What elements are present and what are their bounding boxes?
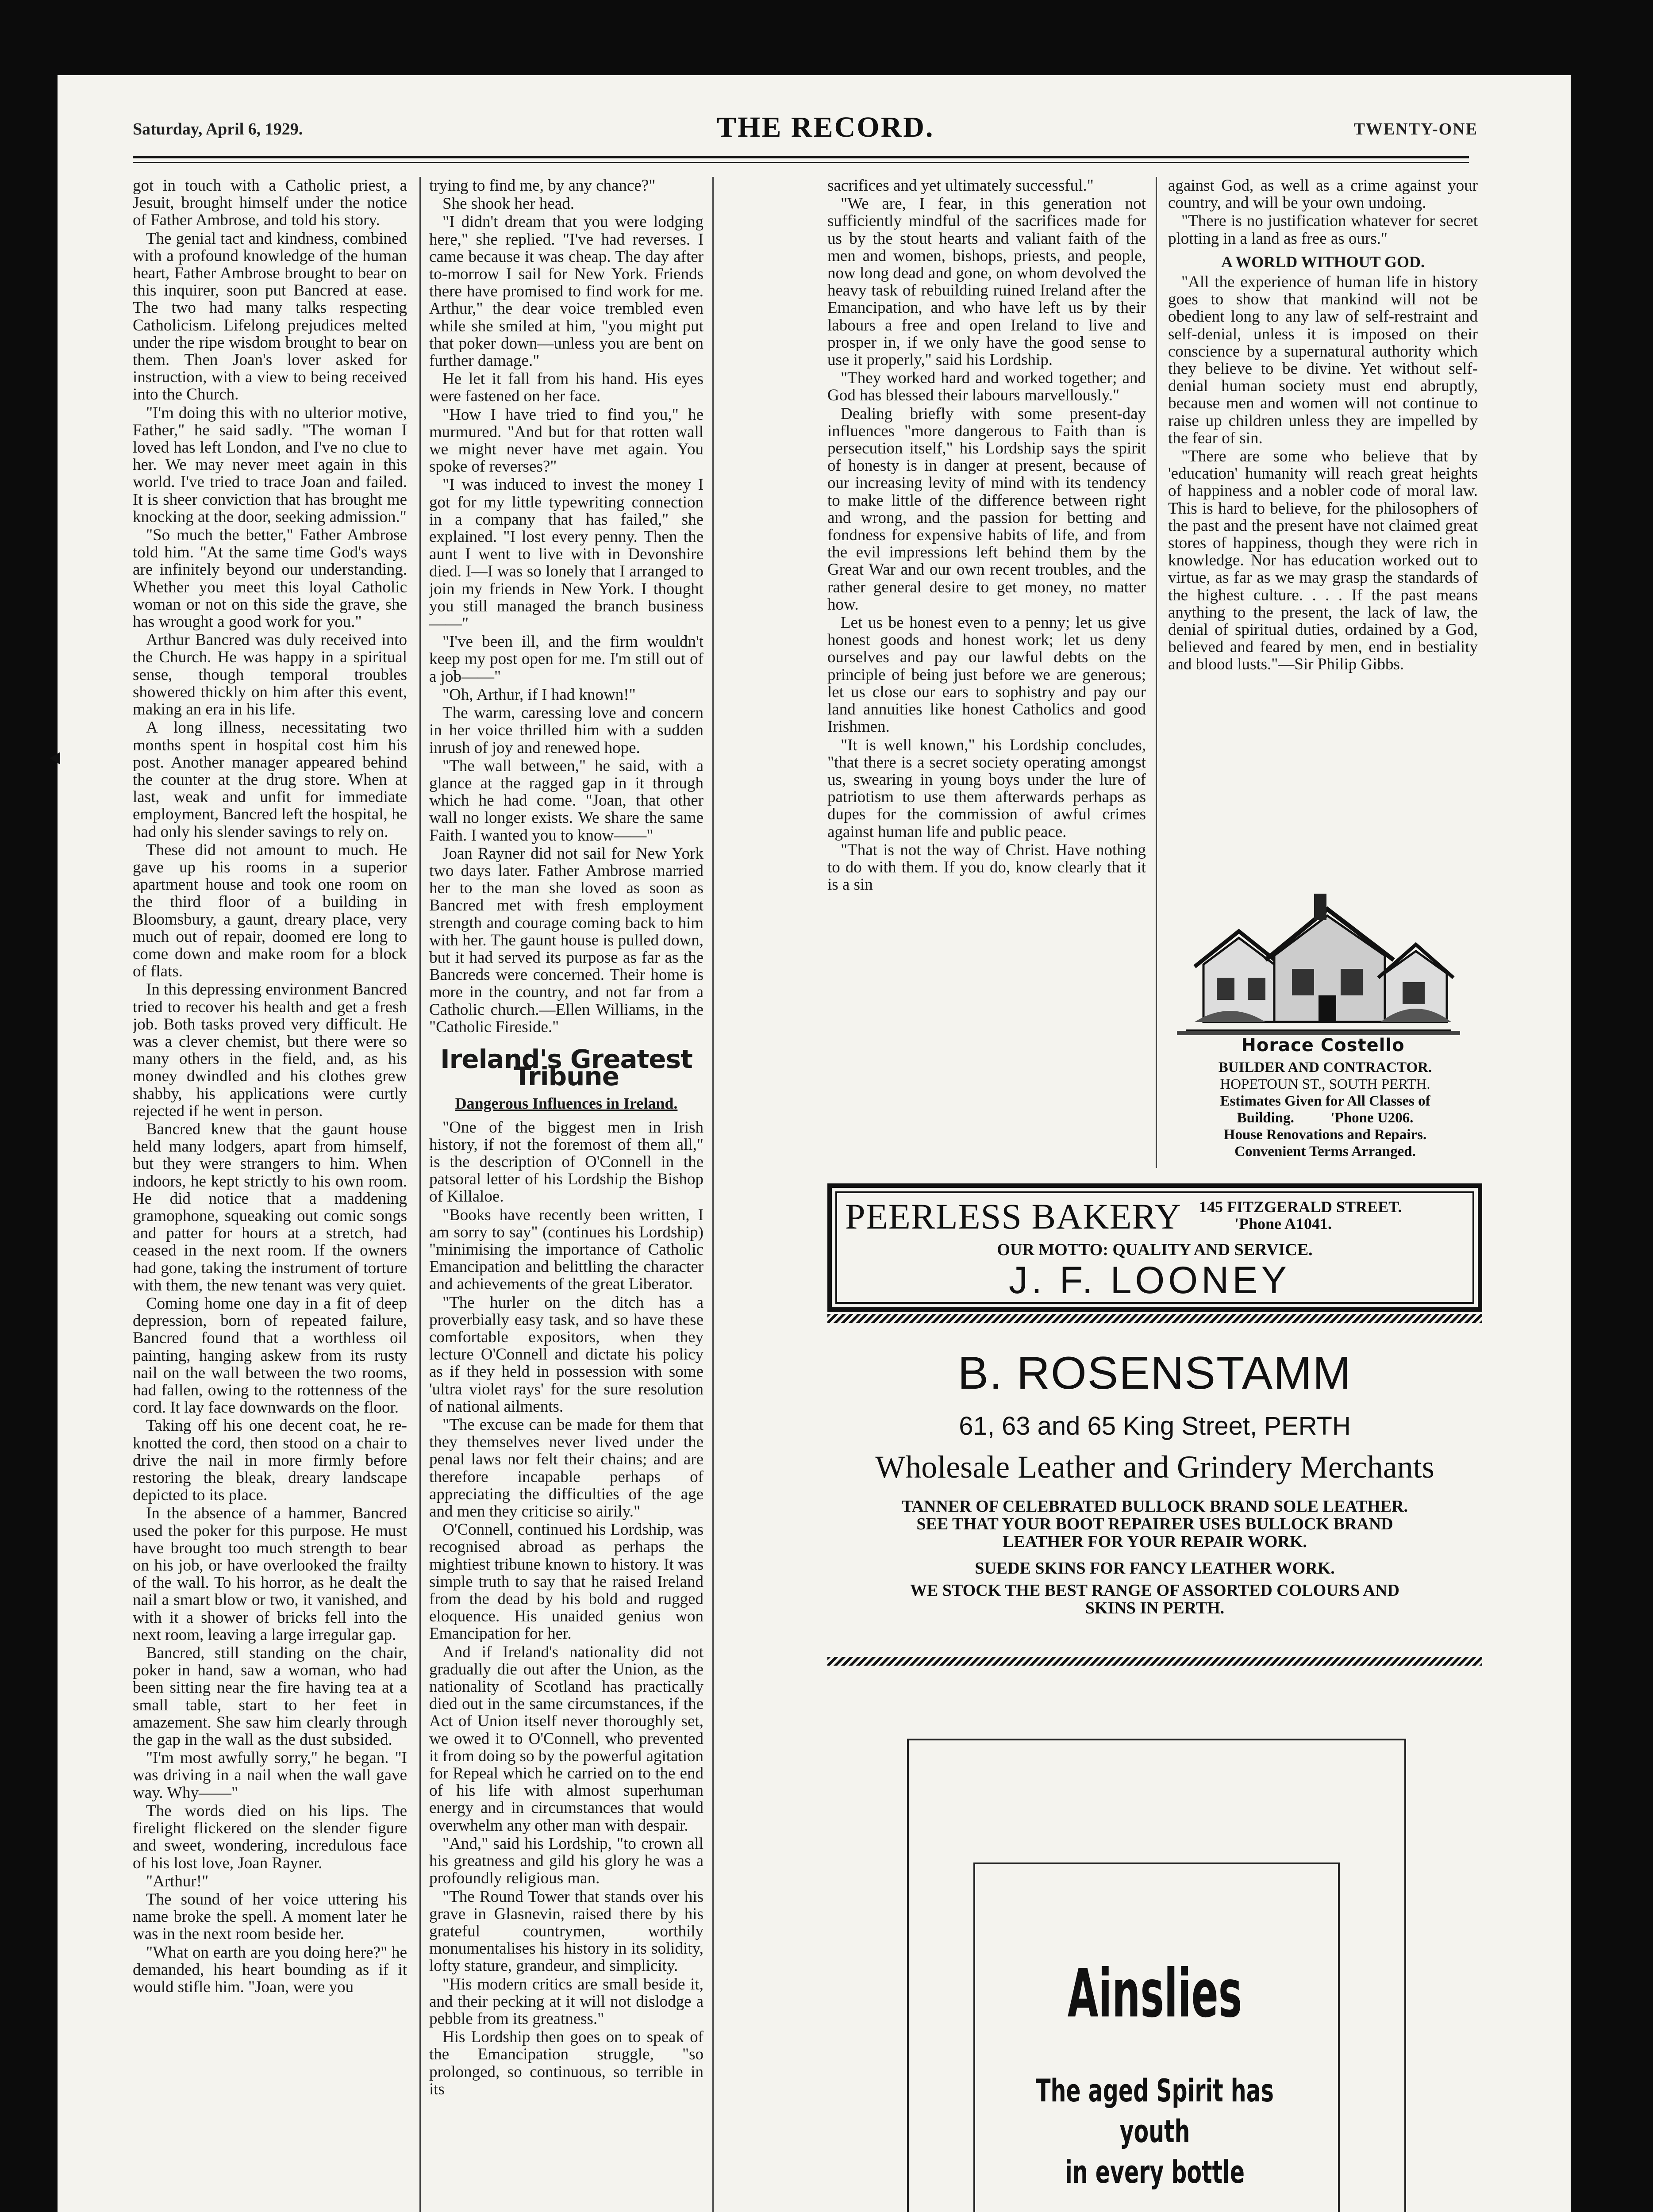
- merchant-tagline: Wholesale Leather and Grindery Merchants: [875, 1449, 1434, 1485]
- world-without-god-article: [1168, 273, 1478, 673]
- paragraph: "I didn't dream that you were lodging here," she replied. "I've had reverses. I came because it was cheap. The day after to-morrow I sail for New York. Friends there have promised to find work for me. Arthur," the dear voice trembled even while she smiled at him, "you might put that poker down—unless you are bent on further damage.": [429, 213, 703, 370]
- builder-phone: Building. 'Phone U206.: [1237, 1110, 1414, 1126]
- paragraph: Coming home one day in a fit of deep depression, born of repeated failure, Bancred found that a worthless oil painting, hanging askew from its rusty nail on the wall between the two rooms, had fallen, owing to the rottenness of the cord. It lay face downwards on the floor.: [133, 1294, 407, 1417]
- paragraph: The warm, caressing love and concern in her voice thrilled him with a sudden inrush of joy and renewed hope.: [429, 704, 703, 757]
- bakery-motto: OUR MOTTO: QUALITY AND SERVICE.: [997, 1240, 1313, 1259]
- paragraph: Let us be honest even to a penny; let us give honest goods and honest work; let us deny ourselves and pay our lawful debts on the principle of being just before we are generous; let us close our ears to sophistry and pay our land annuities like honest Catholics and good Irishmen.: [827, 614, 1146, 736]
- bakery-phone: 'Phone A1041.: [1234, 1215, 1332, 1233]
- column-divider: [1156, 177, 1157, 1168]
- bakery-address: [1199, 1198, 1402, 1232]
- peerless-bakery-advertisement: [827, 1183, 1482, 1312]
- paragraph: "They worked hard and worked together; and God has blessed their labours marvellously.": [827, 369, 1146, 405]
- paragraph: "Oh, Arthur, if I had known!": [442, 685, 636, 704]
- builder-address: HOPETOUN ST., SOUTH PERTH.: [1220, 1076, 1430, 1092]
- paragraph: "So much the better," Father Ambrose told him. "At the same time God's ways are infinitely beyond our understanding. Whether you meet this loyal Catholic woman or not on this side the grave, she has wrought a good work for you.": [133, 526, 407, 631]
- paragraph: Joan Rayner did not sail for New York two days later. Father Ambrose married her to the man she loved as soon as Bancred met with fresh employment strength and courage coming back to him with her. The gaunt house is pulled down, but it had served its purpose as far as the Bancreds were concerned. Their home is more in the country, and not far from a Catholic church.—Ellen Williams, in the "Catholic Fireside.": [429, 844, 703, 1036]
- paragraph: In this depressing environment Bancred tried to recover his health and get a fresh job. Both tasks proved very difficult. He was a clever chemist, but there were so many others in the field, and, as his money dwindled and his clothes grew shabby, his applications were curtly rejected if he went in person.: [133, 980, 407, 1120]
- column-1-story: [133, 177, 407, 2212]
- slogan-line-1: The aged Spirit has youth: [1036, 2073, 1274, 2150]
- column-divider: [712, 177, 714, 2212]
- masthead-rule-thin: [133, 162, 1469, 163]
- builder-estimates: Estimates Given for All Classes of: [1220, 1093, 1430, 1109]
- column-2: [429, 177, 703, 2212]
- paragraph: And if Ireland's nationality did not gradually die out after the Union, as the nationality of Scotland has practically died out in the same circumstances, if the Act of Union itself never thoroughly set, we owed it to O'Connell, who prevented it from doing so by the powerful agitation for Repeal which he carried on to the end of his life with almost superhuman energy and in circumstances that would overwhelm any other man with despair.: [429, 1643, 703, 1835]
- ainslies-brand: Ainslies: [1067, 1955, 1242, 2032]
- slogan-line-2: in every bottle: [1065, 2154, 1245, 2190]
- merchant-line-5: WE STOCK THE BEST RANGE OF ASSORTED COLOURS AND: [910, 1581, 1399, 1600]
- masthead: [133, 111, 1478, 150]
- bakery-name: PEERLESS BAKERY: [845, 1196, 1181, 1237]
- paragraph: O'Connell, continued his Lordship, was recognised abroad as perhaps the mightiest tribune known to history. It was simple truth to say that he raised Ireland from the dead by his bold and rugged eloquence. His unaided genius won Emancipation for her.: [429, 1521, 703, 1643]
- bakery-street: 145 FITZGERALD STREET.: [1199, 1198, 1402, 1216]
- ad-divider-border: [827, 1657, 1482, 1666]
- article-end: [1168, 177, 1478, 247]
- paragraph: "All the experience of human life in history goes to show that mankind will not be obedient long to any law of self-restraint and self-denial, unless it is imposed on their conscience by a supernatural authority which they believe to be divine. Yet without self-denial human society must end abruptly, because men and women will not continue to raise up children unless they are impelled by the fear of sin.: [1168, 273, 1478, 447]
- paragraph: The sound of her voice uttering his name broke the spell. A moment later he was in the next room beside her.: [133, 1890, 407, 1943]
- builder-terms: Convenient Terms Arranged.: [1234, 1144, 1416, 1160]
- paragraph: "There is no justification whatever for secret plotting in a land as free as ours.": [1168, 212, 1478, 248]
- issue-date: Saturday, April 6, 1929.: [133, 120, 303, 138]
- paragraph: against God, as well as a crime against your country, and will be your own undoing.: [1168, 177, 1478, 212]
- paragraph: "We are, I fear, in this generation not sufficiently mindful of the sacrifices made for us by the stout hearts and valiant faith of the men and women, bishops, priests, and people, now long dead and gone, on whom devolved the heavy task of rebuilding ruined Ireland after the Emancipation, and who have left us by their labours a free and open Ireland to live and prosper in, if we only have the good sense to use it properly," said his Lordship.: [827, 195, 1146, 369]
- builder-trade: BUILDER AND CONTRACTOR.: [1218, 1060, 1432, 1075]
- column-4: [1168, 177, 1478, 885]
- builder-details: [1172, 1059, 1478, 1160]
- paragraph: "The Round Tower that stands over his grave in Glasnevin, raised there by his grateful countrymen, worthily monumentalises his history in its solidity, lofty stature, grandeur, and simplicity.: [429, 1887, 703, 1975]
- paragraph: She shook her head.: [442, 195, 574, 213]
- paragraph: "Arthur!": [146, 1872, 209, 1890]
- paragraph: "I'm doing this with no ulterior motive, Father," he said sadly. "The woman I loved has left London, and I've no clue to her. We may never meet again in this world. I've tried to trace Joan and failed. It is sheer conviction that has brought me knocking at the door, seeking admission.": [133, 403, 407, 526]
- castello-advertisement: [1168, 889, 1478, 1177]
- paragraph: Dealing briefly with some present-day influences "more dangerous to Faith than is persecution itself," his Lordship says the spirit of honesty is in danger at present, because of our increasing levity of mind with its tendency to make little of the difference between right and wrong, and the passion for betting and fondness for expensive habits of life, and from the evil impressions left behind them by the Great War and our own recent troubles, and the rather general desire to get money, no matter how.: [827, 404, 1146, 614]
- merchant-name: B. ROSENSTAMM: [957, 1348, 1352, 1399]
- paragraph: "I've been ill, and the firm wouldn't keep my post open for me. I'm still out of a job——": [429, 633, 703, 686]
- masthead-rule: [133, 156, 1469, 158]
- newspaper-title: THE RECORD.: [717, 111, 934, 143]
- margin-arrow-icon: [50, 752, 60, 764]
- paragraph: got in touch with a Catholic priest, a Jesuit, brought himself under the notice of Father Ambrose, and told his story.: [133, 177, 407, 230]
- paragraph: "And," said his Lordship, "to crown all his greatness and gild his glory he was a profoundly religious man.: [429, 1834, 703, 1888]
- merchant-line-2: SEE THAT YOUR BOOT REPAIRER USES BULLOCK BRAND: [916, 1515, 1393, 1533]
- tribune-headline: Ireland's Greatest Tribune: [440, 1044, 692, 1092]
- ainslies-advertisement: [827, 1672, 1482, 2212]
- builder-renovations: House Renovations and Repairs.: [1223, 1127, 1427, 1143]
- paragraph: Taking off his one decent coat, he re-knotted the cord, then stood on a chair to drive the nail in more firmly before restoring the bleak, dreary landscape depicted to its place.: [133, 1417, 407, 1505]
- paragraph: "The hurler on the ditch has a proverbially easy task, and so have these comfortable expositors, when they lecture O'Connell and dictate his policy as if they held in possession with some 'ultra violet rays' for the sure resolution of national ailments.: [429, 1293, 703, 1416]
- paragraph: Bancred, still standing on the chair, poker in hand, saw a woman, who had been sitting near the fire having tea at a small table, start to her feet in amazement. She saw him clearly through the gap in the wall as the dust subsided.: [133, 1644, 407, 1749]
- paragraph: sacrifices and yet ultimately successful.": [827, 177, 1094, 195]
- column-divider: [419, 177, 421, 2212]
- tribune-subhead: Dangerous Influences in Ireland.: [455, 1094, 678, 1113]
- paragraph: "The wall between," he said, with a glance at the ragged gap in it through which he had come. "Joan, that other wall no longer exists. We share the same Faith. I wanted you to know——": [429, 757, 703, 845]
- merchant-address: 61, 63 and 65 King Street, PERTH: [959, 1412, 1351, 1440]
- paragraph: "I'm most awfully sorry," he began. "I was driving in a nail when the wall gave way. Why——": [133, 1749, 407, 1802]
- paragraph: Bancred knew that the gaunt house held many lodgers, apart from himself, but they were strangers to him. When indoors, he kept strictly to his own room. He did notice that a maddening gramophone, squeaking out comic songs and patter for hours at a stretch, had ceased in the next room. If the owners had gone, taking the instrument of torture with them, the new tenant was very quiet.: [133, 1120, 407, 1294]
- paragraph: He let it fall from his hand. His eyes were fastened on her face.: [429, 370, 703, 406]
- house-illustration: [1177, 889, 1460, 1035]
- paragraph: trying to find me, by any chance?": [429, 177, 656, 195]
- paragraph: "I was induced to invest the money I got for my little typewriting connection in a company that has failed," she explained. "I lost every penny. Then the aunt I went to live with in Devonshire died. I—I was so lonely that I arranged to join my friends in New York. I thought you still managed the branch business——": [429, 476, 703, 633]
- paragraph: "There are some who believe that by 'education' humanity will reach great heights of happiness and a nobler code of moral law. This is hard to believe, for the philosophers of the past and the present have not claimed great stores of happiness, though they were rich in knowledge. Nor has education worked out to virtue, as far as we may grasp the standards of the highest culture. . . . If the past means anything to the present, the lack of law, the denial of spiritual duties, ordained by a God, believed and feared by men, end in bestiality and blood lusts."—Sir Philip Gibbs.: [1168, 447, 1478, 674]
- builder-name: Horace Costello: [1241, 1035, 1405, 1056]
- paragraph: His Lordship then goes on to speak of the Emancipation struggle, "so prolonged, so continuous, so terrible in its: [429, 2028, 703, 2098]
- paragraph: "How I have tried to find you," he murmured. "And but for that rotten wall we might never have met again. You spoke of reverses?": [429, 405, 703, 476]
- rosenstamm-advertisement: [827, 1321, 1482, 1661]
- column-3-article: [827, 177, 1146, 1172]
- ainslies-slogan: [1028, 2070, 1282, 2193]
- merchant-line-4: SUEDE SKINS FOR FANCY LEATHER WORK.: [975, 1559, 1335, 1578]
- paragraph: "One of the biggest men in Irish history, if not the foremost of them all," is the description of O'Connell in the patsoral letter of his Lordship the Bishop of Killaloe.: [429, 1118, 703, 1206]
- merchant-line-3: LEATHER FOR YOUR REPAIR WORK.: [1003, 1532, 1307, 1551]
- paragraph: The genial tact and kindness, combined with a profound knowledge of the human heart, Father Ambrose brought to bear on this inquirer, soon put Bancred at ease. The two had many talks respecting Catholicism. Lifelong prejudices melted under the ripe wisdom brought to bear on them. Then Joan's lover asked for instruction, with a view to being received into the Church.: [133, 229, 407, 404]
- paragraph: "What on earth are you doing here?" he demanded, his heart bounding as if it would stifle him. "Joan, were you: [133, 1943, 407, 1996]
- paragraph: In the absence of a hammer, Bancred used the poker for this purpose. He must have brought too much strength to bear on his job, or have overlooked the frailty of the wall. To his horror, as he dealt the nail a smart blow or two, it vanished, and with it a shower of bricks fell into the next room, leaving a large irregular gap.: [133, 1504, 407, 1644]
- paragraph: "His modern critics are small beside it, and their pecking at it will not dislodge a pebble from its greatness.": [429, 1975, 703, 2028]
- paragraph: "The excuse can be made for them that they themselves never lived under the penal laws nor felt their chains; and are therefore incapable perhaps of appreciating the difficulties of the age and men they criticise so airily.": [429, 1416, 703, 1521]
- paragraph: "Books have recently been written, I am sorry to say" (continues his Lordship) "minimising the importance of Catholic Emancipation and belittling the character and achievements of the great Liberator.: [429, 1206, 703, 1294]
- paragraph: "It is well known," his Lordship concludes, "that there is a secret society operating amongst us, swearing in young boys under the lure of patriotism to use them afterwards perhaps as dupes for the commission of awful crimes against human life and public peace.: [827, 736, 1146, 841]
- paragraph: The words died on his lips. The firelight flickered on the slender figure and sweet, wondering, incredulous face of his lost love, Joan Rayner.: [133, 1801, 407, 1872]
- world-without-god-heading: A WORLD WITHOUT GOD.: [1221, 253, 1425, 271]
- bakery-owner: J. F. LOONEY: [1009, 1259, 1291, 1302]
- merchant-line-1: TANNER OF CELEBRATED BULLOCK BRAND SOLE LEATHER.: [901, 1497, 1408, 1516]
- story-conclusion: [429, 177, 703, 1036]
- merchant-line-6: SKINS IN PERTH.: [1085, 1599, 1225, 1617]
- paragraph: "That is not the way of Christ. Have nothing to do with them. If you do, know clearly that it is a sin: [827, 841, 1146, 894]
- paragraph: A long illness, necessitating two months spent in hospital cost him his post. Another manager appeared behind the counter at the drug store. When at last, weak and unfit for immediate employment, Bancred left the hospital, he had only his slender savings to rely on.: [133, 718, 407, 841]
- paragraph: These did not amount to much. He gave up his rooms in a superior apartment house and took one room on the third floor of a building in Bloomsbury, a gaunt, dreary place, very much out of repair, doomed ere long to come down and make room for a block of flats.: [133, 841, 407, 981]
- paragraph: Arthur Bancred was duly received into the Church. He was happy in a spiritual sense, though temporal troubles showered thickly on him after this event, making an era in his life.: [133, 631, 407, 719]
- tribune-article: [429, 1119, 703, 2098]
- page-number: TWENTY-ONE: [1353, 120, 1478, 138]
